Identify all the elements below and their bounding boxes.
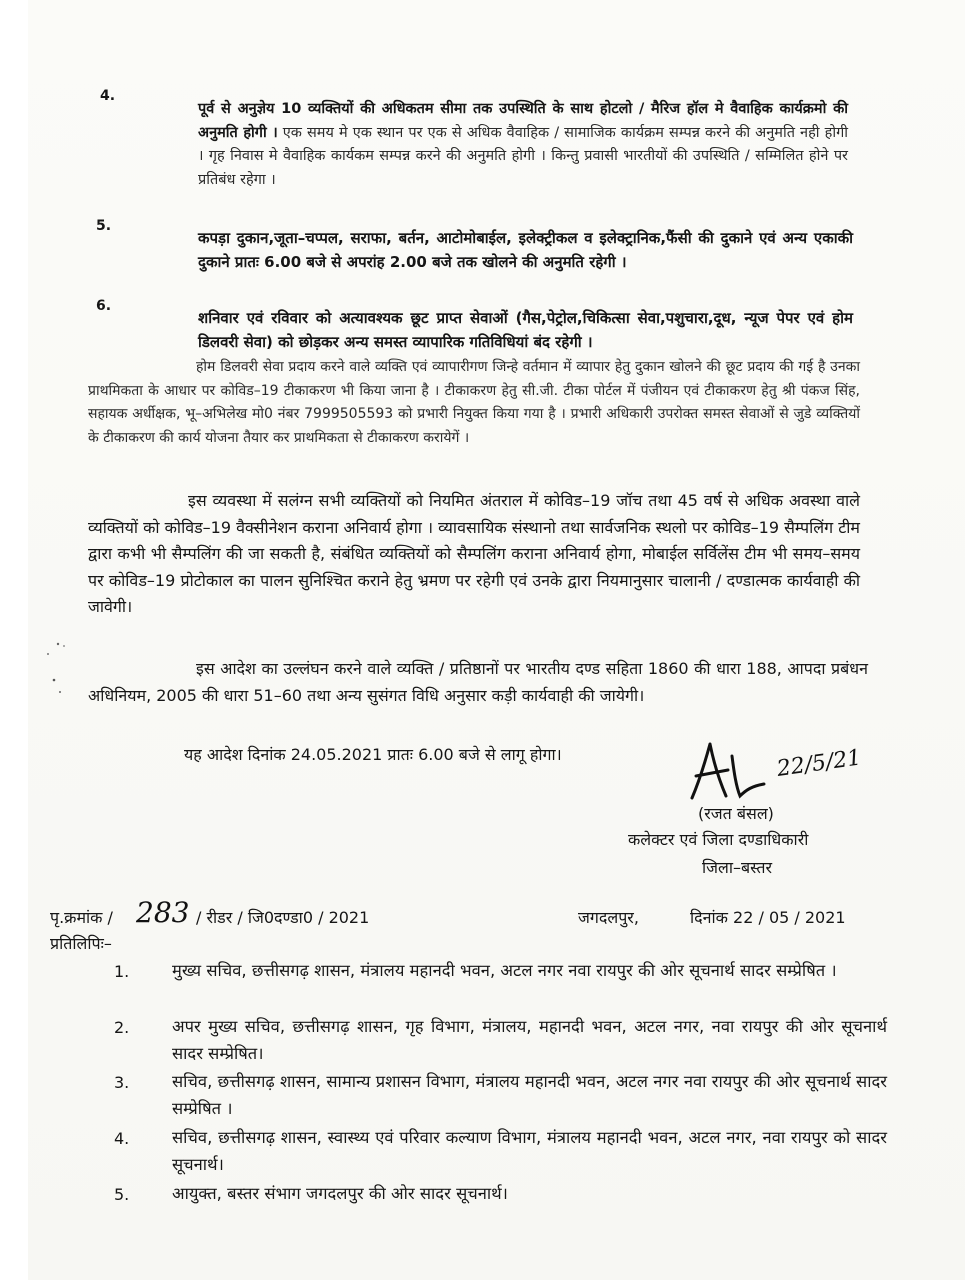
reference-date: दिनांक 22 / 05 / 2021: [690, 908, 846, 927]
item-6-text: शनिवार एवं रविवार को अत्यावश्यक छूट प्राप्त सेवाओं (गैस,पेट्रोल,चिकित्सा सेवा,पशुचारा,दूध, न्यूज पेपर एवं होम डिलवरी सेवा) को छोड़कर अन्य समस्त व्यापारिक गतिविधियां बंद रहेगी ।: [198, 309, 853, 351]
copy-to-item-5-text: आयुक्त, बस्तर संभाग जगदलपुर की ओर सादर सूचनार्थ।: [172, 1184, 508, 1203]
scan-specks: [40, 640, 80, 700]
copy-to-item-4-text: सचिव, छत्तीसगढ़ शासन, स्वास्थ्य एवं परिवार कल्याण विभाग, मंत्रालय महानदी भवन, अटल नगर, नवा रायपुर को सादर सूचनार्थ।: [172, 1128, 887, 1174]
signatory-designation: कलेक्टर एवं जिला दण्डाधिकारी: [628, 830, 809, 849]
copy-to-item-3-number: 3.: [114, 1073, 130, 1092]
item-4-lead: पूर्व से अनुज्ञेय 10 व्यक्तियों की अधिकतम सीमा तक उपस्थिति के साथ होटलो / मैरिज हॉल मे वैवाहिक कार्यक्रमो की अनुमति होगी ।: [198, 101, 848, 141]
copy-to-item-4-number: 4.: [114, 1129, 130, 1148]
copy-to-item-3-text: सचिव, छत्तीसगढ़ शासन, सामान्य प्रशासन विभाग, मंत्रालय महानदी भवन, अटल नगर नवा रायपुर की ओर सूचनार्थ सादर सम्प्रेषित ।: [172, 1072, 887, 1118]
item-4-rest: एक समय मे एक स्थान पर एक से अधिक वैवाहिक / सामाजिक कार्यक्रम सम्पन्न करने की अनुमति नही होगी । गृह निवास मे वैवाहिक कार्यकम सम्पन्न करने की अनुमति होगी । किन्तु प्रवासी भारतीयों की उपस्थिति / सम्मिलित होने पर प्रतिबंध रहेगा ।: [198, 124, 848, 188]
signature-date: 22/5/21: [775, 745, 863, 782]
item-6-number: 6.: [96, 298, 112, 314]
copy-to-item-1-text: मुख्य सचिव, छत्तीसगढ़ शासन, मंत्रालय महानदी भवन, अटल नगर नवा रायपुर की ओर सूचनार्थ सादर सम्प्रेषित ।: [172, 961, 837, 980]
paragraph-testing: इस व्यवस्था में सलंग्न सभी व्यक्तियों को नियमित अंतराल में कोविड–19 जॉच तथा 45 वर्ष से अधिक अवस्था वाले व्यक्तियों को कोविड–19 वैक्सीनेशन कराना अनिवार्य होगा । व्यावसायिक संस्थानो तथा सार्वजनिक स्थलो पर कोविड–19 सैम्पलिंग टीम द्वारा कभी भी सैम्पलिंग की जा सकती है, संबंधित व्यक्तियों को सैम्पलिंग कराना अनिवार्य होगा, मोबाईल सर्विलेंस टीम भी समय–समय पर कोविड–19 प्रोटोकाल का पालन सुनिश्चित कराने हेतु भ्रमण पर रहेगी एवं उनके द्वारा नियमानुसार चालानी / दण्डात्मक कार्यवाही की जावेगी।: [88, 491, 860, 616]
copy-to-item-2-text: अपर मुख्य सचिव, छत्तीसगढ़ शासन, गृह विभाग, मंत्रालय, महानदी भवन, अटल नगर, नवा रायपुर की ओर सूचनार्थ सादर सम्प्रेषित।: [172, 1017, 887, 1063]
item-4-text: [198, 98, 848, 192]
signatory-name: (रजत बंसल): [698, 804, 774, 823]
item-5-text: कपड़ा दुकान,जूता–चप्पल, सराफा, बर्तन, आटोमोबाईल, इलेक्ट्रीकल व इलेक्ट्रानिक,फैंसी की दुकाने एवं अन्य एकाकी दुकाने प्रातः 6.00 बजे से अपरांह 2.00 बजे तक खोलने की अनुमति रहेगी ।: [198, 229, 853, 271]
copy-to-item-1-number: 1.: [114, 962, 130, 981]
reference-number: 283: [136, 896, 190, 929]
reference-prefix: पृ.क्रमांक /: [50, 908, 113, 927]
item-5-number: 5.: [96, 218, 112, 234]
copy-to-item-2-number: 2.: [114, 1018, 130, 1037]
scan-edge: [0, 0, 28, 1280]
paragraph-home-delivery: होम डिलवरी सेवा प्रदाय करने वाले व्यक्ति एवं व्यापारीगण जिन्हे वर्तमान में व्यापार हेतु दुकान खोलने की छूट प्रदाय की गई है उनका प्राथमिकता के आधार पर कोविड–19 टीकाकरण भी किया जाना है । टीकाकरण हेतु सी.जी. टीका पोर्टल में पंजीयन एवं टीकाकरण हेतु श्री पंकज सिंह, सहायक अर्धीक्षक, भू–अभिलेख मो0 नंबर 7999505593 को प्रभारी नियुक्त किया गया है । प्रभारी अधिकारी उपरोक्त समस्त सेवाओं से जुडे व्यक्तियों के टीकाकरण की कार्य योजना तैयार कर प्राथमिकता से टीकाकरण करायेगें ।: [88, 359, 860, 446]
paragraph-effective-date: यह आदेश दिनांक 24.05.2021 प्रातः 6.00 बजे से लागू होगा।: [184, 745, 562, 764]
reference-place: जगदलपुर,: [578, 908, 639, 927]
reference-suffix: / रीडर / जि0दण्डा0 / 2021: [196, 908, 370, 927]
item-4-number: 4.: [100, 88, 116, 104]
signature-mark: [680, 736, 880, 806]
copy-to-item-5-number: 5.: [114, 1185, 130, 1204]
paragraph-violation: इस आदेश का उल्लंघन करने वाले व्यक्ति / प्रतिष्ठानों पर भारतीय दण्ड सहिता 1860 की धारा 188, आपदा प्रबंधन अधिनियम, 2005 की धारा 51–60 तथा अन्य सुसंगत विधि अनुसार कड़ी कार्यवाही की जायेगी।: [88, 659, 868, 705]
copy-to-heading: प्रतिलिपिः–: [50, 934, 112, 953]
signatory-district: जिला–बस्तर: [702, 858, 773, 877]
